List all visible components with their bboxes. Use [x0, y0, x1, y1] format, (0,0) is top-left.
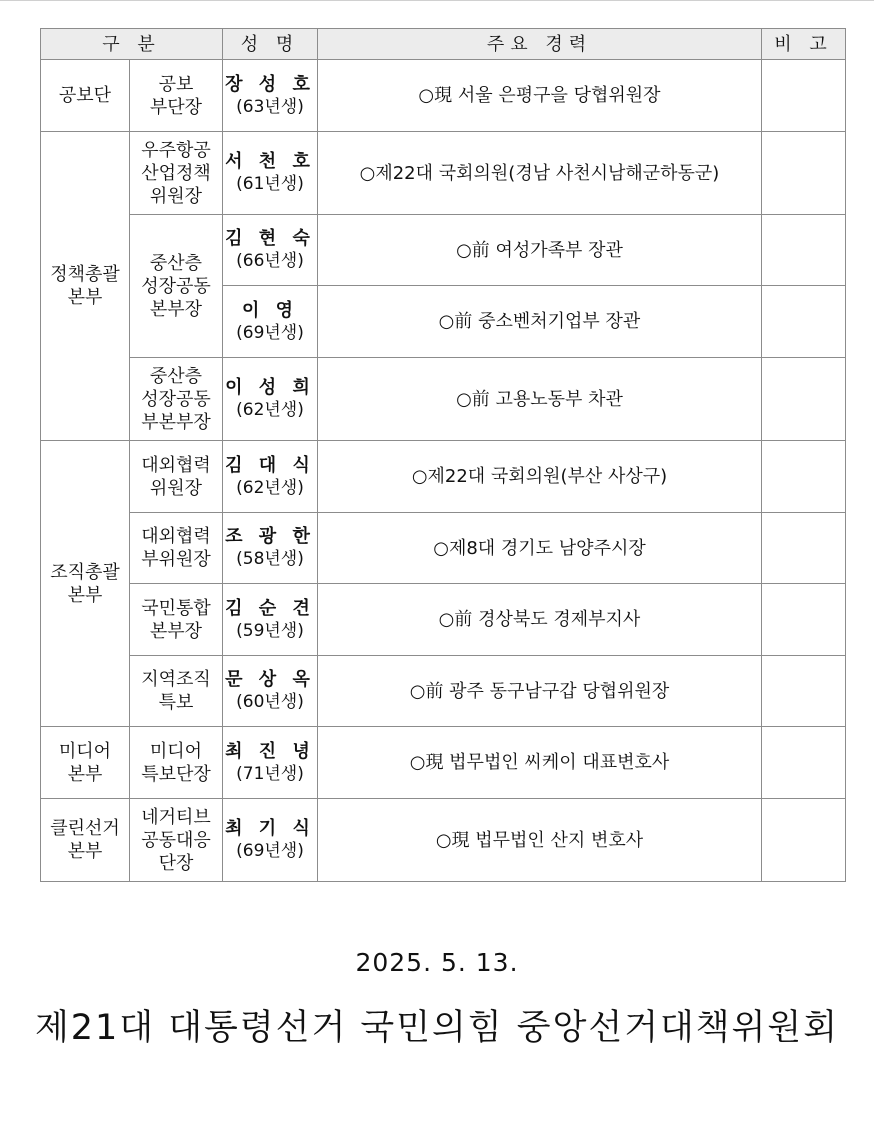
- person-name: 장 성 호: [225, 73, 315, 95]
- issuing-organization: 제21대 대통령선거 국민의힘 중앙선거대책위원회: [34, 1008, 840, 1048]
- position-cell: 네거티브 공동대응 단장: [130, 799, 223, 882]
- career-cell: ○제8대 경기도 남양주시장: [318, 513, 762, 584]
- name-cell: [223, 132, 318, 215]
- person-name: 김 대 식: [225, 454, 315, 476]
- group-cell: 미디어 본부: [41, 727, 130, 799]
- career-cell: ○現 법무법인 씨케이 대표변호사: [318, 727, 762, 799]
- person-name: 이 성 희: [225, 377, 315, 398]
- name-cell: [223, 60, 318, 132]
- header-career: 주요 경력: [318, 29, 762, 60]
- note-cell: [762, 286, 846, 358]
- name-cell: [223, 727, 318, 799]
- position-cell: 중산층 성장공동 본부장: [130, 215, 223, 358]
- birth-year: (60년생): [236, 692, 304, 712]
- position-cell: 미디어 특보단장: [130, 727, 223, 799]
- group-cell: 클린선거 본부: [41, 799, 130, 882]
- person-name: 문 상 옥: [225, 669, 315, 690]
- table-row: [41, 799, 846, 882]
- appointment-table: [40, 28, 846, 882]
- note-cell: [762, 584, 846, 656]
- position-cell: 대외협력 위원장: [130, 441, 223, 513]
- career-cell: ○前 광주 동구남구갑 당협위원장: [318, 656, 762, 727]
- position-cell: 지역조직 특보: [130, 656, 223, 727]
- table-header-row: [41, 29, 846, 60]
- header-category: 구 분: [41, 29, 223, 60]
- note-cell: [762, 513, 846, 584]
- top-divider: [0, 0, 874, 1]
- table-row: [41, 513, 846, 584]
- note-cell: [762, 132, 846, 215]
- table-row: [41, 441, 846, 513]
- name-cell: [223, 513, 318, 584]
- name-cell: [223, 358, 318, 441]
- birth-year: (71년생): [236, 763, 304, 784]
- note-cell: [762, 60, 846, 132]
- header-name: 성 명: [223, 29, 318, 60]
- career-cell: ○現 서울 은평구을 당협위원장: [318, 60, 762, 132]
- person-name: 김 순 견: [225, 597, 315, 619]
- person-name: 서 천 호: [225, 151, 315, 172]
- table-row: [41, 215, 846, 286]
- position-cell: 우주항공 산업정책 위원장: [130, 132, 223, 215]
- career-cell: ○제22대 국회의원(부산 사상구): [318, 441, 762, 513]
- table-row: [41, 656, 846, 727]
- birth-year: (62년생): [236, 400, 304, 420]
- person-name: 최 기 식: [225, 818, 315, 839]
- birth-year: (66년생): [236, 251, 304, 271]
- position-cell: 공보 부단장: [130, 60, 223, 132]
- note-cell: [762, 358, 846, 441]
- group-cell: 공보단: [41, 60, 130, 132]
- name-cell: [223, 286, 318, 358]
- note-cell: [762, 441, 846, 513]
- person-name: 이 영: [241, 299, 299, 321]
- career-cell: ○前 여성가족부 장관: [318, 215, 762, 286]
- birth-year: (69년생): [236, 322, 304, 343]
- note-cell: [762, 727, 846, 799]
- table-row: [41, 358, 846, 441]
- table-row: [41, 60, 846, 132]
- person-name: 김 현 숙: [225, 228, 315, 249]
- note-cell: [762, 215, 846, 286]
- person-name: 조 광 한: [225, 526, 315, 547]
- table-row: [41, 727, 846, 799]
- table-row: [41, 132, 846, 215]
- name-cell: [223, 656, 318, 727]
- birth-year: (58년생): [236, 549, 304, 569]
- position-cell: 국민통합 본부장: [130, 584, 223, 656]
- position-cell: 대외협력 부위원장: [130, 513, 223, 584]
- document-date: 2025. 5. 13.: [355, 948, 519, 977]
- birth-year: (62년생): [236, 477, 304, 498]
- career-cell: ○前 중소벤처기업부 장관: [318, 286, 762, 358]
- person-name: 최 진 녕: [225, 740, 315, 762]
- career-cell: ○제22대 국회의원(경남 사천시남해군하동군): [318, 132, 762, 215]
- note-cell: [762, 656, 846, 727]
- table-row: [41, 584, 846, 656]
- name-cell: [223, 215, 318, 286]
- career-cell: ○前 고용노동부 차관: [318, 358, 762, 441]
- name-cell: [223, 441, 318, 513]
- birth-year: (69년생): [236, 841, 304, 861]
- position-cell: 중산층 성장공동 부본부장: [130, 358, 223, 441]
- birth-year: (59년생): [236, 620, 304, 641]
- header-note: 비 고: [762, 29, 846, 60]
- note-cell: [762, 799, 846, 882]
- birth-year: (63년생): [236, 96, 304, 117]
- group-cell: 조직총괄 본부: [41, 441, 130, 727]
- career-cell: ○現 법무법인 산지 변호사: [318, 799, 762, 882]
- group-cell: 정책총괄 본부: [41, 132, 130, 441]
- career-cell: ○前 경상북도 경제부지사: [318, 584, 762, 656]
- birth-year: (61년생): [236, 174, 304, 194]
- name-cell: [223, 799, 318, 882]
- name-cell: [223, 584, 318, 656]
